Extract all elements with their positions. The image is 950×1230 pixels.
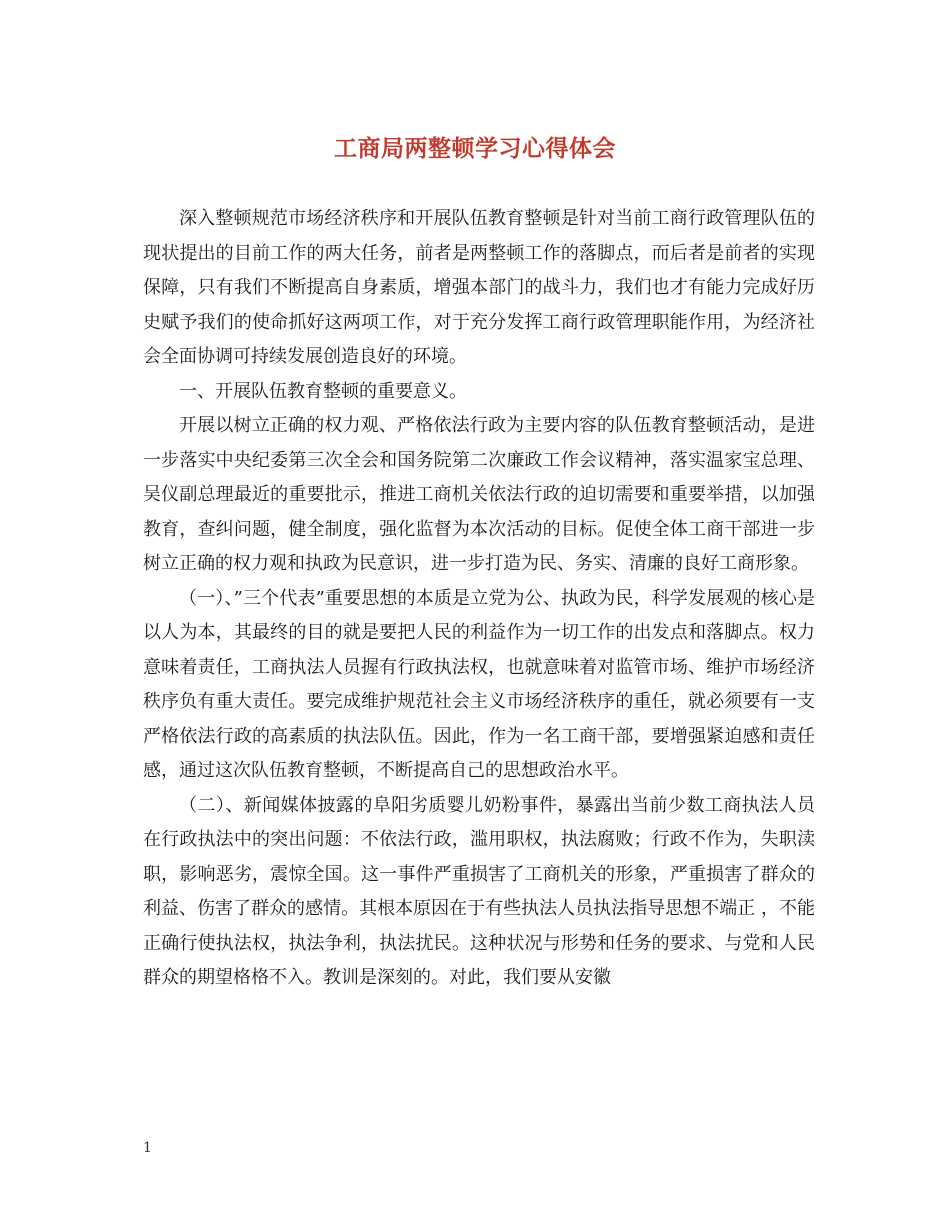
section-heading-1: 一、开展队伍教育整顿的重要意义。 <box>179 380 467 402</box>
paragraph-intro: 深入整顿规范市场经济秩序和开展队伍教育整顿是针对当前工商行政管理队伍的现状提出的目前工作的两大任务，前者是两整顿工作的落脚点，而后者是前者的实现保障，只有我们不断提高自身素质，增强本部门的战斗力，我们也才有能力完成好历史赋予我们的使命抓好这两项工作，对于充分发挥工商行政管理职能作用，为经济社会全面协调可持续发展创造良好的环境。 <box>143 208 815 367</box>
page-number: 1 <box>143 1140 152 1156</box>
document-title: 工商局两整顿学习心得体会 <box>334 135 616 162</box>
paragraph-significance: 开展以树立正确的权力观、严格依法行政为主要内容的队伍教育整顿活动，是进一步落实中央纪委第三次全会和国务院第二次廉政工作会议精神，落实温家宝总理、吴仪副总理最近的重要批示，推进工商机关依法行政的迫切需要和重要举措，以加强教育，查纠问题，健全制度，强化监督为本次活动的目标。促使全体工商干部进一步树立正确的权力观和执政为民意识，进一步打造为民、务实、清廉的良好工商形象。 <box>143 415 815 574</box>
paragraph-point-1: （一）、”三个代表”重要思想的本质是立党为公、执政为民，科学发展观的核心是以人为本，其最终的目的就是要把人民的利益作为一切工作的出发点和落脚点。权力意味着责任，工商执法人员握有行政执法权，也就意味着对监管市场、维护市场经济秩序负有重大责任。要完成维护规范社会主义市场经济秩序的重任，就必须要有一支严格依法行政的高素质的执法队伍。因此，作为一名工商干部，要增强紧迫感和责任感，通过这次队伍教育整顿，不断提高自己的思想政治水平。 <box>143 587 815 781</box>
paragraph-point-2: （二）、新闻媒体披露的阜阳劣质婴儿奶粉事件，暴露出当前少数工商执法人员在行政执法中的突出问题：不依法行政，滥用职权，执法腐败；行政不作为，失职渎职，影响恶劣，震惊全国。这一事件严重损害了工商机关的形象，严重损害了群众的利益、伤害了群众的感情。其根本原因在于有些执法人员执法指导思想不端正 ，不能正确行使执法权，执法争利，执法扰民。这种状况与形势和任务的要求、与党和人民群众的期望格格不入。教训是深刻的。对此，我们要从安徽 <box>143 794 815 988</box>
document-body <box>143 202 815 996</box>
